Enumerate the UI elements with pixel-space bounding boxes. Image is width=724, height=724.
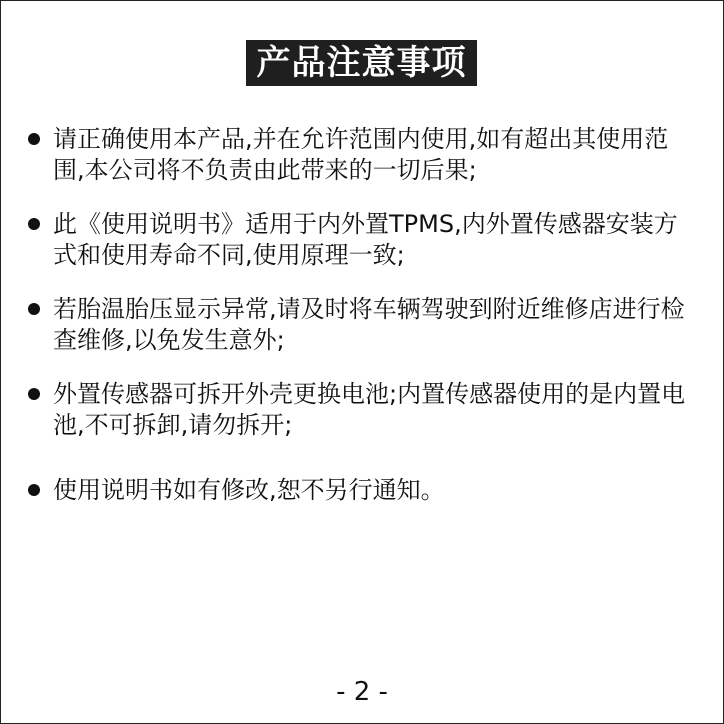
page-number: - 2 - xyxy=(336,677,388,707)
note-text-3: 若胎温胎压显示异常,请及时将车辆驾驶到附近维修店进行检查维修,以免发生意外; xyxy=(53,295,685,354)
note-text-2: 此《使用说明书》适用于内外置TPMS,内外置传感器安装方式和使用寿命不同,使用原理一致; xyxy=(53,210,678,269)
note-item-4 xyxy=(28,379,696,441)
note-text-5: 使用说明书如有修改,恕不另行通知。 xyxy=(53,476,445,504)
note-item-1 xyxy=(28,124,696,186)
note-item-2 xyxy=(28,209,696,271)
bullet-icon xyxy=(28,218,40,230)
note-item-5 xyxy=(28,475,696,506)
page-title: 产品注意事项 xyxy=(246,40,477,86)
bullet-icon xyxy=(28,388,40,400)
bullet-icon xyxy=(28,484,40,496)
bullet-icon xyxy=(28,133,40,145)
note-text-4: 外置传感器可拆开外壳更换电池;内置传感器使用的是内置电池,不可拆卸,请勿拆开; xyxy=(53,380,686,439)
bullet-icon xyxy=(28,303,40,315)
note-item-3 xyxy=(28,294,696,356)
notes-list xyxy=(28,124,696,529)
note-text-1: 请正确使用本产品,并在允许范围内使用,如有超出其使用范围,本公司将不负责由此带来的一切后果; xyxy=(53,125,669,184)
